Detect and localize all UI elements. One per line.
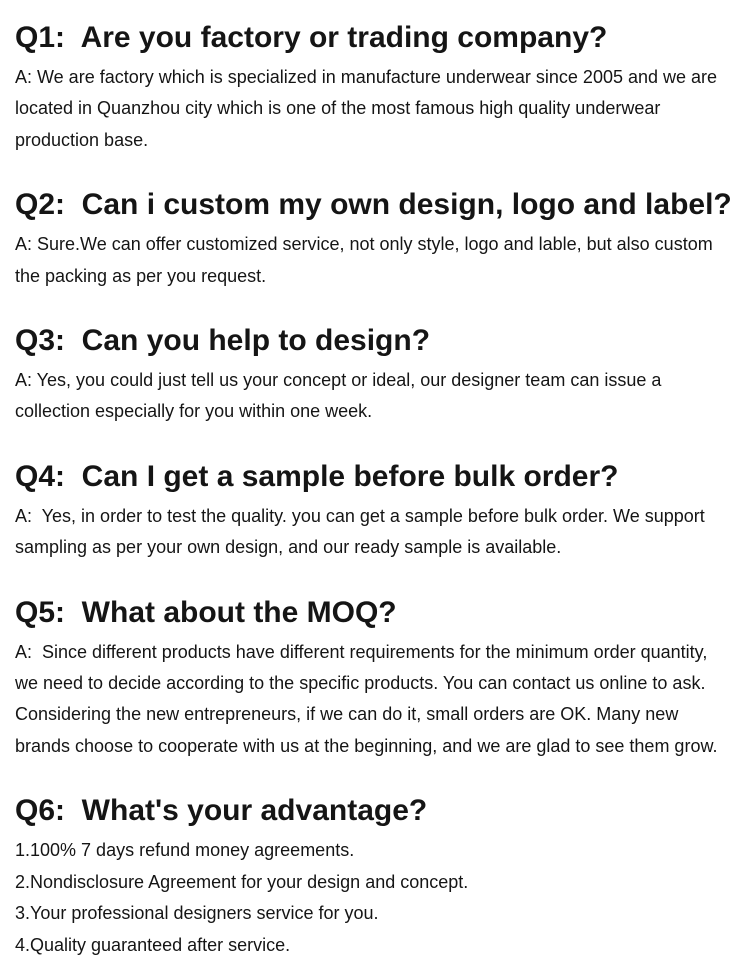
faq-section-q6 (15, 792, 735, 961)
faq-answer-line: brands choose to cooperate with us at the beginning, and we are glad to see them grow. (15, 735, 718, 756)
faq-answer-line: sampling as per your own design, and our ready sample is available. (15, 537, 562, 558)
faq-section-q1 (15, 19, 735, 156)
faq-advantage-item: 1.100% 7 days refund money agreements. (15, 840, 355, 861)
faq-question: Q3: Can you help to design? (15, 324, 431, 358)
faq-answer-line: A: We are factory which is specialized in manufacture underwear since 2005 and we are (15, 67, 718, 87)
faq-answer-line: A: Sure.We can offer customized service, not only style, logo and lable, but also custom (15, 234, 713, 255)
faq-question: Q2: Can i custom my own design, logo and label? (15, 188, 732, 222)
faq-answer-line: we need to decide according to the specific products. You can contact us online to ask. (15, 673, 706, 694)
faq-question: Q5: What about the MOQ? (15, 595, 397, 629)
faq-answer-line: located in Quanzhou city which is one of the most famous high quality underwear (15, 98, 661, 119)
faq-advantage-item: 2.Nondisclosure Agreement for your design and concept. (15, 871, 469, 892)
faq-answer-line: A: Yes, in order to test the quality. you can get a sample before bulk order. We support (15, 505, 705, 526)
faq-question: Q1: Are you factory or trading company? (15, 21, 608, 54)
faq-section-q5 (15, 594, 735, 763)
faq-answer-line: collection especially for you within one week. (15, 401, 373, 422)
faq-advantage-item: 3.Your professional designers service for you. (15, 903, 379, 924)
faq-answer-line: Considering the new entrepreneurs, if we can do it, small orders are OK. Many new (15, 704, 679, 725)
faq-section-q2 (15, 186, 735, 292)
faq-answer-line: production base. (15, 129, 149, 150)
faq-section-q4 (15, 458, 735, 564)
faq-section-q3 (15, 322, 735, 428)
faq-question: Q6: What's your advantage? (15, 794, 428, 828)
faq-advantage-item: 4.Quality guaranteed after service. (15, 934, 291, 955)
faq-answer-line: A: Yes, you could just tell us your concept or ideal, our designer team can issue a (15, 370, 662, 391)
faq-answer-line: the packing as per you request. (15, 265, 267, 286)
faq-question: Q4: Can I get a sample before bulk order? (15, 459, 619, 493)
faq-answer-line: A: Since different products have different requirements for the minimum order quantity, (15, 641, 708, 662)
